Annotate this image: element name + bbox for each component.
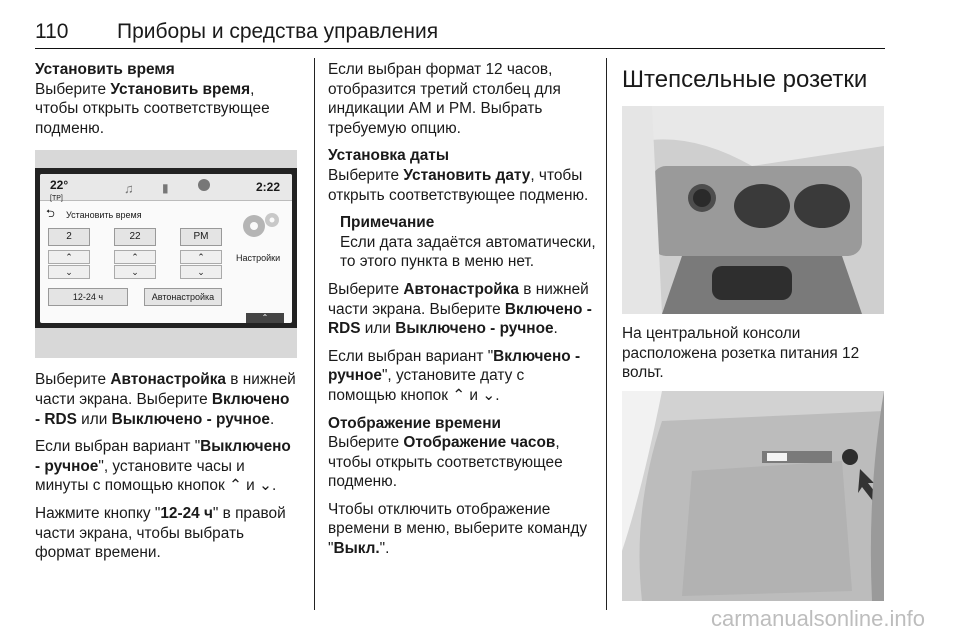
paragraph: Нажмите кнопку "12-24 ч" в правой части экрана, чтобы выбрать формат времени. (35, 504, 286, 562)
column-divider (314, 58, 315, 610)
center-console-illustration (622, 106, 884, 314)
chevron-up-icon: ⌃ (452, 386, 466, 404)
screen-title: Установить время (66, 210, 142, 221)
trunk-socket-illustration (622, 391, 884, 601)
clock: 2:22 (255, 180, 280, 195)
ampm-down-button[interactable]: ⌄ (180, 265, 222, 279)
paragraph: Выберите Автонастройка в нижней части экрана. Выберите Включено - RDS или Выключено - ручное. (328, 280, 592, 338)
tp-indicator: [TP] (50, 195, 63, 203)
section-heading: Отображение времени (328, 414, 501, 432)
section-heading: Установка даты (328, 147, 449, 165)
status-bar (40, 174, 292, 201)
paragraph: Выберите Установить время, чтобы открыть соответствующее подменю. (35, 80, 270, 137)
column-1 (35, 60, 297, 571)
paragraph: Чтобы отключить отображение времени в меню, выберите команду "Выкл.". (328, 500, 588, 558)
paragraph: Выберите Установить дату, чтобы открыть соответствующее подменю. (328, 166, 589, 204)
note-title: Примечание (340, 214, 435, 232)
expand-button[interactable]: ⌃ (246, 313, 284, 323)
minute-field[interactable]: 22 (114, 228, 156, 246)
settings-label[interactable]: Настройки (236, 253, 281, 264)
hour-up-button[interactable]: ⌃ (48, 250, 90, 264)
phone-icon: ▮ (162, 181, 169, 196)
section-heading: Штепсельные розетки (622, 66, 868, 93)
page-number: 110 (35, 20, 69, 43)
hour-field[interactable]: 2 (48, 228, 90, 246)
paragraph: Выберите Отображение часов, чтобы открыть соответствующее подменю. (328, 434, 563, 491)
gears-icon (236, 208, 286, 244)
page-header (35, 18, 885, 49)
paragraph: Выберите Автонастройка в нижней части экрана. Выберите Включено - RDS или Выключено - ручное. (35, 371, 296, 428)
navigation-icon (198, 179, 210, 191)
display-screen (40, 174, 292, 323)
watermark: carmanualsonline.info (710, 606, 925, 631)
temperature: 22° (50, 178, 69, 193)
music-note-icon: ♫ (124, 181, 134, 197)
hour-down-button[interactable]: ⌄ (48, 265, 90, 279)
minute-down-button[interactable]: ⌄ (114, 265, 156, 279)
ampm-up-button[interactable]: ⌃ (180, 250, 222, 264)
minute-up-button[interactable]: ⌃ (114, 250, 156, 264)
center-console-photo (622, 106, 884, 314)
auto-adjust-button[interactable]: Автонастройка (144, 288, 222, 306)
chevron-down-icon: ⌄ (482, 386, 496, 404)
column-2 (328, 60, 596, 567)
back-arrow-icon[interactable]: ⮌ (46, 208, 55, 221)
chevron-up-icon: ⌃ (228, 477, 242, 495)
note-text: Если дата задаётся автоматически, то этого пункта в меню нет. (340, 233, 596, 271)
section-heading: Установить время (35, 61, 175, 78)
paragraph: Если выбран формат 12 часов, отобразится третий столбец для индикации AM и PM. Выбрать требуемую опцию. (328, 61, 561, 137)
note-box (340, 213, 596, 272)
paragraph: Если выбран вариант "Выключено - ручное", установите часы и минуты с помощью кнопок ⌃ и ⌄. (35, 438, 291, 495)
column-divider (606, 58, 607, 610)
chevron-down-icon: ⌄ (259, 477, 272, 495)
infotainment-screen-figure (35, 150, 297, 358)
paragraph: Если выбран вариант "Включено - ручное", установите дату с помощью кнопок ⌃ и ⌄. (328, 347, 581, 404)
paragraph: На центральной консоли расположена розетка питания 12 вольт. (622, 325, 860, 382)
display-bezel (35, 168, 297, 328)
12-24-button[interactable]: 12-24 ч (48, 288, 128, 306)
trunk-socket-photo (622, 391, 884, 601)
column-3 (622, 60, 888, 611)
page-title: Приборы и средства управления (117, 20, 439, 43)
ampm-field[interactable]: PM (180, 228, 222, 246)
